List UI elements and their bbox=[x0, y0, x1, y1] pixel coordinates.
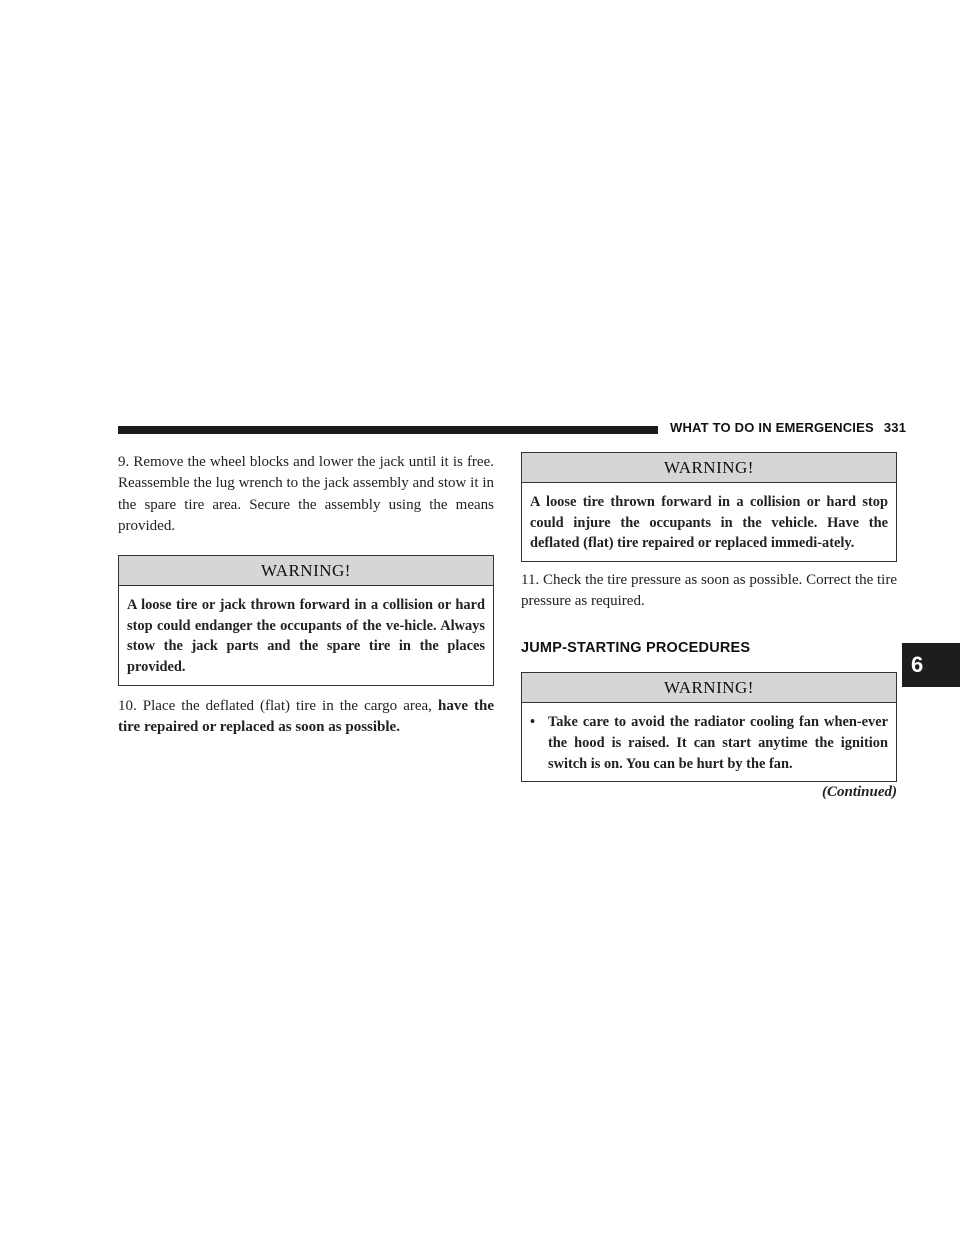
section-heading: JUMP-STARTING PROCEDURES bbox=[521, 640, 751, 657]
warning-box-fan bbox=[521, 672, 897, 782]
warning-text: A loose tire or jack thrown forward in a collision or hard stop could endanger the occupants of the ve-hicle. Always stow the jack parts and the spare tire in the places provided. bbox=[127, 597, 485, 675]
warning-title: WARNING! bbox=[119, 556, 493, 586]
list-item bbox=[530, 712, 888, 774]
page-number: 331 bbox=[883, 420, 907, 435]
right-column bbox=[521, 452, 897, 801]
bullet-text: Take care to avoid the radiator cooling fan when-ever the hood is raised. It can start anytime the ignition switch is on. You can be hurt by the fan. bbox=[548, 714, 888, 772]
warning-title: WARNING! bbox=[522, 673, 896, 703]
section-title: WHAT TO DO IN EMERGENCIES bbox=[670, 420, 874, 435]
left-column bbox=[118, 452, 494, 738]
chapter-tab: 6 bbox=[902, 643, 960, 687]
warning-title: WARNING! bbox=[522, 453, 896, 483]
step-10-plain: 10. Place the deflated (flat) tire in the cargo area, bbox=[118, 697, 432, 714]
header-rule bbox=[118, 426, 658, 434]
warning-text: A loose tire thrown forward in a collision or hard stop could injure the occupants in the vehicle. Have the deflated (flat) tire repaired or replaced immedi-ately. bbox=[530, 494, 888, 552]
running-header bbox=[670, 420, 907, 435]
bullet-icon: • bbox=[530, 714, 536, 731]
warning-body bbox=[522, 703, 896, 781]
step-10-bold: have the tire repaired or replaced as soon as possible. bbox=[118, 697, 495, 735]
step-11-text: 11. Check the tire pressure as soon as possible. Correct the tire pressure as required. bbox=[521, 571, 897, 610]
continued-note: (Continued) bbox=[821, 784, 897, 801]
warning-box-tire bbox=[521, 452, 897, 562]
step-10-text bbox=[118, 696, 494, 739]
warning-box-jack bbox=[118, 555, 494, 685]
step-9-text: 9. Remove the wheel blocks and lower the jack until it is free. Reassemble the lug wrench to the jack assembly and stow it in the spare tire area. Secure the assembly using the means provided. bbox=[118, 454, 494, 534]
